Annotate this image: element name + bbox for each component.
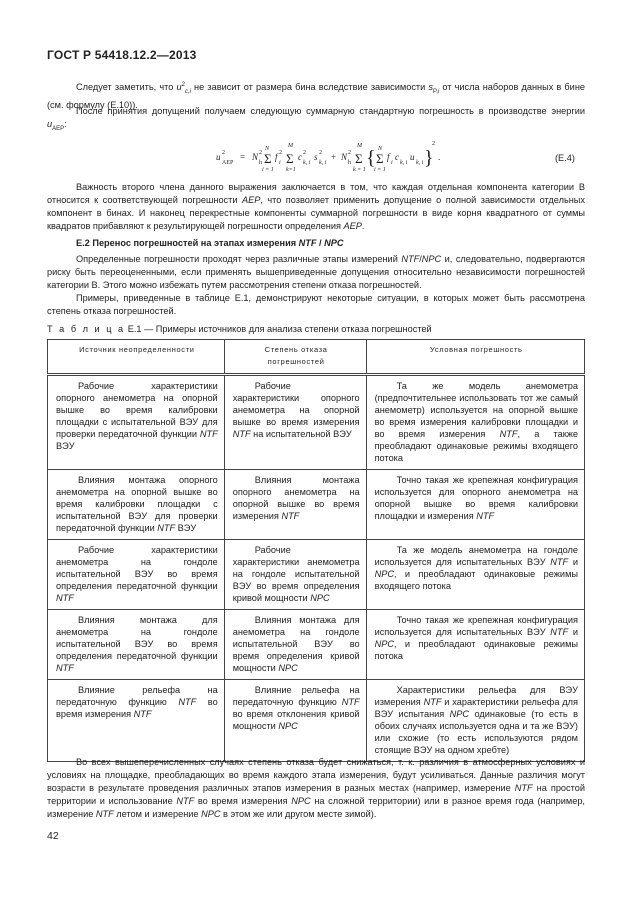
svg-text:AEP: AEP — [222, 160, 234, 166]
document-header: ГОСТ Р 54418.12.2—2013 — [47, 48, 197, 62]
svg-text:N: N — [341, 152, 348, 162]
svg-text:N: N — [378, 146, 383, 152]
table-row — [48, 375, 585, 470]
table-header-row — [48, 340, 585, 375]
svg-text:f: f — [275, 152, 278, 162]
svg-text:+: + — [331, 152, 337, 162]
svg-text:=: = — [240, 152, 246, 162]
svg-text:k, i: k, i — [303, 160, 311, 166]
table-cell: Рабочие характеристики опорного анемометра на опорной вышке во время измерения NTF на испытательной ВЭУ — [224, 375, 366, 470]
equation-number: (E.4) — [555, 153, 575, 163]
section-heading: E.2 Перенос погрешностей на этапах измерения NTF / NPC — [76, 238, 344, 248]
svg-text:2: 2 — [279, 150, 282, 156]
svg-text:h: h — [259, 160, 262, 166]
table-row — [48, 680, 585, 762]
svg-text:2: 2 — [348, 150, 351, 156]
table-cell: Точно такая же крепежная конфигурация используется для испытательных ВЭУ NTF и NPC, и преобладают одинаковые режимы потока — [366, 610, 584, 680]
page-number: 42 — [47, 830, 59, 842]
svg-text:}: } — [424, 147, 434, 169]
paragraph-6: Во всех вышеперечисленных случаях степень отказа будет снижаться, т. к. различия в атмосферных условиях и условиях на площадке, преобладающих во время каждого этапа измерения, будут усиливаться. Данные различия могут возрасти в результате проведения различных этапов измерения в разных местах (например, измерение NTF на простой территории и использование NTF во время измерения NPC на сложной территории) или в разное время года (например, измерение NTF летом и измерение NPC в этом же или другом месте зимой). — [47, 757, 585, 819]
table-cell: Влияния монтажа для анемометра на гондоле испытательной ВЭУ во время определения кривой мощности NPC — [224, 610, 366, 680]
table-cell: Влияние рельефа на передаточную функцию NTF во время отклонения кривой мощности NPC — [224, 680, 366, 762]
svg-text:2: 2 — [303, 150, 306, 156]
svg-text:{: { — [366, 147, 376, 169]
table-caption-prefix: Т а б л и ц а — [47, 324, 126, 334]
table-cell: Влияния монтажа для анемометра на гондоле испытательной ВЭУ во время определения передаточной функции NTF — [48, 610, 225, 680]
svg-text:2: 2 — [319, 150, 322, 156]
table-header-cell: Условная погрешность — [366, 340, 584, 375]
table-cell: Влияния монтажа опорного анемометра на опорной вышке во время измерения NTF — [224, 470, 366, 540]
svg-text:k, i: k, i — [416, 160, 424, 166]
uncertainty-table — [47, 339, 585, 762]
table-row — [48, 470, 585, 540]
svg-text:Σ: Σ — [355, 151, 363, 166]
svg-text:s: s — [314, 152, 318, 162]
table-row — [48, 540, 585, 610]
svg-text:2: 2 — [222, 150, 225, 156]
table-cell: Рабочие характеристики анемометра на гондоле испытательной ВЭУ во время определения передаточной функции NTF — [48, 540, 225, 610]
svg-text:u: u — [216, 152, 221, 162]
svg-text:i: i — [391, 160, 393, 166]
svg-text:u: u — [410, 152, 415, 162]
paragraph-2: После принятия допущений получаем следующую суммарную стандартную погрешность в производстве энергии $u_{AEP}$: — [47, 106, 585, 132]
svg-text:c: c — [298, 152, 302, 162]
svg-text:f: f — [387, 152, 390, 162]
svg-text:Σ: Σ — [286, 151, 294, 166]
table-cell: Влияния монтажа опорного анемометра на опорной вышке во время калибровки площадки с испытательной ВЭУ для проверки передаточной функции NTF ВЭУ — [48, 470, 225, 540]
svg-text:N: N — [265, 146, 270, 152]
table-cell: Та же модель анемометра на гондоле используется для испытательных ВЭУ NTF и NPC, и преобладают одинаковые режимы входящего потока — [366, 540, 584, 610]
paragraph-5: Примеры, приведенные в таблице E.1, демонстрируют некоторые ситуации, в которых может быть рассмотрена степень отказа погрешностей. — [47, 293, 585, 316]
table-row — [48, 610, 585, 680]
svg-text:M: M — [288, 143, 293, 149]
svg-text:2: 2 — [259, 150, 262, 156]
svg-text:2: 2 — [432, 141, 435, 147]
svg-text:h: h — [348, 160, 351, 166]
table-cell: Точно такая же крепежная конфигурация используется для опорного анемометра на опорной вышке во время калибровки площадки и измерения NTF — [366, 470, 584, 540]
svg-text:k, i: k, i — [319, 160, 327, 166]
svg-text:.: . — [438, 152, 441, 162]
svg-text:Σ: Σ — [264, 151, 272, 166]
table-caption — [47, 324, 432, 334]
table-cell: Характеристики рельефа для ВЭУ измерения NTF и характеристики рельефа для ВЭУ испытания NPC одинаковые (то есть в обоих случаях используется одна и та же ВЭУ) или схожие (то есть используются рядом стоящие ВЭУ на одном хребте) — [366, 680, 584, 762]
table-header-cell: Степень отказа погрешностей — [224, 340, 366, 375]
svg-text:Σ: Σ — [376, 151, 384, 166]
svg-text:N: N — [252, 152, 259, 162]
svg-text:k = 1: k = 1 — [353, 167, 366, 173]
table-cell: Рабочие характеристики опорного анемометра на опорной вышке во время калибровки площадки с испытательной ВЭУ для проверки передаточной функции NTF ВЭУ — [48, 375, 225, 470]
paragraph-1: Следует заметить, что $u^2_{c,i}$ не зависит от размера бина вследствие зависимости $s_{P,i}$ от числа наборов данных в бине (см. формулу (E.10)). — [47, 82, 585, 110]
paragraph-4: Определенные погрешности проходят через различные этапы измерений NTF/NPC и, следовательно, подвергаются риску быть переоцененными, если применять вышеприведенные допущения относительно независимости погрешностей категории В. Этого можно избежать путем рассмотрения степени отказа погрешностей. — [47, 254, 586, 290]
table-header-cell: Источник неопределенности — [48, 340, 225, 375]
svg-text:k, i: k, i — [400, 160, 408, 166]
table-cell: Та же модель анемометра (предпочтительнее использовать тот же самый анемометр) используется на опорной вышке во время измерения калибровки площадки и во время измерения NTF, а также преобладают одинаковые режимы входящего потока — [366, 375, 584, 470]
svg-text:k=1: k=1 — [286, 167, 296, 173]
svg-text:M: M — [357, 143, 362, 149]
table-cell: Влияние рельефа на передаточную функцию NTF во время измерения NTF — [48, 680, 225, 762]
table-cell: Рабочие характеристики анемометра на гондоле испытательной ВЭУ во время определения кривой мощности NPC — [224, 540, 366, 610]
svg-text:c: c — [395, 152, 399, 162]
svg-text:i: i — [279, 160, 281, 166]
svg-text:i = 1: i = 1 — [374, 167, 386, 173]
table-caption-text: E.1 — Примеры источников для анализа степени отказа погрешностей — [125, 324, 432, 334]
svg-text:i = 1: i = 1 — [262, 167, 274, 173]
paragraph-3: Важность второго члена данного выражения заключается в том, что каждая отдельная компонента категории В относится к соответствующей погрешности AEP, что позволяет применить допущение о полной зависимости отдельных компонент в бинах. И наконец перекрестные компоненты суммарной погрешности в виде корня квадратного от суммы квадратов прибавляют к результирующей погрешности определения AEP. — [47, 182, 585, 231]
